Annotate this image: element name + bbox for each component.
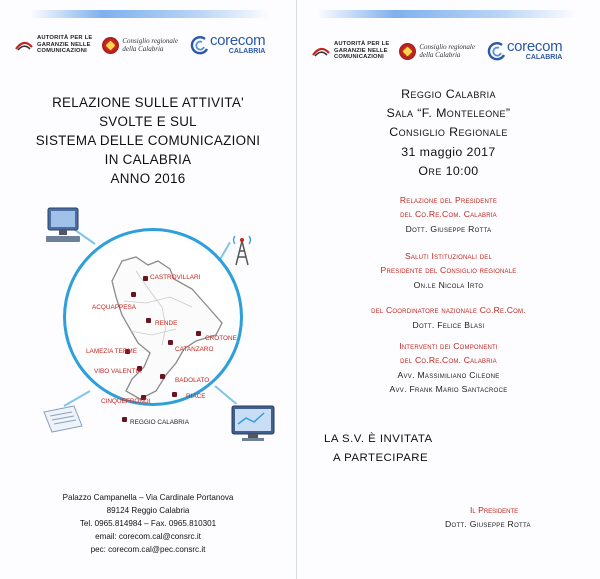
corecom-word: corecom <box>209 32 266 49</box>
program-speaker: Dott. Giuseppe Rotta <box>405 224 492 234</box>
city-riace: RIACE <box>186 393 206 400</box>
city-vibo-valentia: VIBO VALENTIA <box>94 368 142 375</box>
monitor-screen-icon <box>228 402 278 444</box>
address-line: Palazzo Campanella – Via Cardinale Portanova <box>62 493 234 502</box>
city-crotone: CROTONE <box>205 335 237 342</box>
city-marker <box>196 331 201 336</box>
consiglio-logo-text <box>419 43 475 59</box>
corecom-logo <box>190 34 265 56</box>
consiglio-text-line: Consiglio regionale <box>419 43 475 51</box>
city-marker <box>168 340 173 345</box>
title-line: RELAZIONE SULLE ATTIVITA' <box>52 95 244 110</box>
program-speaker: On.le Nicola Irto <box>413 280 484 290</box>
agcom-text-line: COMUNICAZIONI <box>334 54 384 61</box>
program-speaker: Dott. Felice Blasi <box>412 320 485 330</box>
agcom-text-line: GARANZIE NELLE <box>334 47 388 54</box>
logo-row <box>311 40 562 62</box>
corecom-word: corecom <box>506 38 563 55</box>
agcom-emblem-icon <box>311 44 331 58</box>
calabria-crest-icon <box>102 37 119 54</box>
agcom-text-line: GARANZIE NELLE <box>37 41 91 48</box>
address-line: pec: corecom.cal@pec.consrc.it <box>90 545 206 554</box>
city-marker <box>131 292 136 297</box>
venue-city: Reggio Calabria <box>401 87 496 101</box>
title-line: IN CALABRIA <box>104 152 192 167</box>
address-line: Tel. 0965.814984 – Fax. 0965.810301 <box>79 519 217 528</box>
decorative-stripe <box>317 10 577 18</box>
corecom-swirl-icon <box>487 41 507 61</box>
desktop-computer-icon <box>38 204 88 248</box>
address-line: 89124 Reggio Calabria <box>106 506 190 515</box>
consiglio-text-line: della Calabria <box>419 51 461 59</box>
consiglio-text-line: Consiglio regionale <box>122 37 178 45</box>
address-line: email: corecom.cal@consrc.it <box>95 532 201 541</box>
agcom-emblem-icon <box>14 38 34 52</box>
city-marker <box>143 276 148 281</box>
program-heading: Interventi dei Componenti <box>399 341 498 351</box>
program-heading: Relazione del Presidente <box>399 195 498 205</box>
program-heading: Presidente del Consiglio regionale <box>380 265 517 275</box>
venue-council: Consiglio Regionale <box>389 125 508 139</box>
decorative-stripe <box>30 10 270 18</box>
invite-line: A PARTECIPARE <box>333 452 429 464</box>
event-date: 31 maggio 2017 <box>401 145 496 159</box>
corecom-sub: CALABRIA <box>525 54 563 61</box>
newspaper-icon <box>40 402 86 436</box>
report-title <box>0 93 296 188</box>
program-speaker: Avv. Massimiliano Cileone <box>397 370 500 380</box>
calabria-outline-icon <box>66 231 240 403</box>
city-marker <box>160 374 165 379</box>
invitation-panel <box>297 0 600 579</box>
city-acquappesa: ACQUAPPESA <box>92 304 137 311</box>
corecom-swirl-icon <box>190 35 210 55</box>
venue-hall: Sala “F. Monteleone” <box>386 106 511 120</box>
city-rende: RENDE <box>155 320 178 327</box>
title-line: SVOLTE E SUL <box>99 114 197 129</box>
city-marker <box>172 392 177 397</box>
signature-name: Dott. Giuseppe Rotta <box>445 519 531 529</box>
consiglio-logo-text <box>122 37 178 53</box>
city-badolato: BADOLATO <box>175 377 210 384</box>
signature-role: Il Presidente <box>470 505 519 515</box>
title-line: SISTEMA DELLE COMUNICAZIONI <box>35 133 261 148</box>
program-speaker: Avv. Frank Mario Santacroce <box>389 384 508 394</box>
city-lamezia-terme: LAMEZIA TERME <box>86 348 138 355</box>
corecom-sub: CALABRIA <box>228 48 266 55</box>
agcom-logo <box>14 35 92 55</box>
calabria-crest-icon <box>399 43 416 60</box>
city-marker <box>122 417 127 422</box>
program-heading: Saluti Istituzionali del <box>404 251 493 261</box>
agcom-logo <box>311 41 389 61</box>
event-time: Ore 10:00 <box>418 164 479 178</box>
city-marker <box>146 318 151 323</box>
agcom-text-line: COMUNICAZIONI <box>37 48 87 55</box>
program-heading: del Co.Re.Com. Calabria <box>400 355 497 365</box>
contact-address <box>0 491 296 556</box>
agcom-text-line: AUTORITÀ PER LE <box>37 35 93 42</box>
invite-line: LA S.V. È INVITATA <box>324 433 433 445</box>
corecom-logo <box>487 40 562 62</box>
city-castrovillari: CASTROVILLARI <box>150 274 201 281</box>
program-heading: del Coordinatore nazionale Co.Re.Com. <box>371 305 526 315</box>
antenna-tower-icon <box>229 233 255 267</box>
cover-panel <box>0 0 297 579</box>
title-line: ANNO 2016 <box>110 171 186 186</box>
city-cinquefrondi: CINQUEFRONDI <box>101 398 151 405</box>
consiglio-text-line: della Calabria <box>122 45 164 53</box>
city-reggio-calabria: REGGIO CALABRIA <box>130 419 189 426</box>
logo-row <box>14 34 265 56</box>
agcom-text-line: AUTORITÀ PER LE <box>334 41 390 48</box>
calabria-map-circle <box>63 228 243 406</box>
city-catanzaro: CATANZARO <box>175 346 214 353</box>
program-heading: del Co.Re.Com. Calabria <box>400 209 497 219</box>
